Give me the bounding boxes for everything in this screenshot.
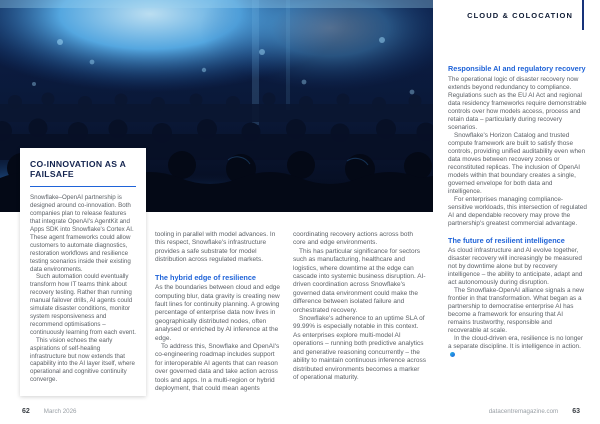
body-paragraph: To address this, Snowflake and OpenAI's co-engineering roadmap includes support for interoperable AI agents that can reason over governed data and take action across tools and apps. In a multi-region or hybrid deployment, that could mean agents: [155, 342, 280, 392]
body-paragraph: For enterprises managing compliance-sensitive workloads, this intersection of regulated AI and dependable recovery may prove the partnership's greatest commercial advantage.: [448, 195, 587, 227]
article-column-middle: [293, 231, 426, 382]
article-column-left: [155, 231, 283, 393]
article-column-right: [448, 64, 587, 359]
section-tag: [467, 0, 584, 30]
magazine-website: datacentremagazine.com: [488, 408, 559, 415]
left-page-footer: [22, 408, 76, 415]
sidebar-paragraph: Snowflake–OpenAI partnership is designed around co-innovation. Both companies plan to release features that integrate OpenAI's AgentKit and Apps SDK into Snowflake's Cortex AI. These agent frameworks could allow customers to automate diagnostics, restoration workflows and resilience testing scenarios inside their existing data environments.: [30, 194, 134, 273]
body-paragraph: coordinating recovery actions across both core and edge environments.: [293, 231, 413, 247]
right-page-number: 63: [572, 408, 580, 415]
sidebar-title: CO-INNOVATION AS A FAILSAFE: [30, 159, 126, 180]
body-paragraph: [448, 335, 587, 359]
body-paragraph: As the boundaries between cloud and edge computing blur, data gravity is creating new fault lines for continuity planning. A growing percentage of enterprise data now lives in geographically distributed nodes, often analysed or enriched by AI inference at the edge.: [155, 284, 281, 342]
section-tag-label: CLOUD & COLOCATION: [467, 10, 573, 20]
section-heading-hybrid-edge: The hybrid edge of resilience: [155, 272, 256, 282]
sidebar-callout-box: [20, 148, 146, 396]
sidebar-paragraph: Such automation could eventually transform how IT teams think about recovery testing. Rather than running manual failover drills, AI agents could simulate disaster conditions, monitor system responsiveness and recommend optimisations – continuously learning from each event.: [30, 273, 136, 336]
sidebar-paragraph: This vision echoes the early aspirations of self-healing infrastructure but now extends that capability into the AI layer itself, where operational and cognitive continuity converge.: [30, 336, 135, 384]
closing-sentence: In the cloud-driven era, resilience is no longer a separate discipline. It is intelligence in action.: [448, 335, 583, 350]
section-heading-responsible-ai: Responsible AI and regulatory recovery: [448, 64, 586, 73]
body-paragraph: The operational logic of disaster recovery now extends beyond redundancy to compliance. Regulations such as the EU AI Act and regional data residency frameworks require demonstrable controls over how models access, process and retain data – particularly during recovery scenarios.: [448, 75, 587, 131]
sidebar-divider: [30, 186, 136, 188]
body-paragraph: As cloud infrastructure and AI evolve together, disaster recovery will increasingly be measured not by downtime alone but by recovery intelligence – the ability to anticipate, adapt and act autonomously during disruption.: [448, 247, 583, 286]
article-end-icon: [450, 352, 455, 357]
left-page-number: 62: [22, 408, 30, 415]
section-heading-future-intelligence: The future of resilient intelligence: [448, 235, 565, 245]
body-paragraph: Snowflake's Horizon Catalog and trusted compute framework are built to satisfy those controls, providing unified auditability even when data moves between recovery zones or reconstituted replicas. The inclusion of OpenAI models within that boundary creates a single, governed envelope for both data and intelligence.: [448, 131, 586, 195]
right-page-footer: [489, 408, 580, 415]
issue-date: March 2026: [43, 408, 77, 415]
body-paragraph: Snowflake's adherence to an uptime SLA of 99.99% is especially notable in this context. As enterprises explore multi-model AI operations – running both predictive analytics and generative reasoning concurrently – the ability to maintain continuous inference across distributed environments becomes a marker of operational maturity.: [293, 315, 426, 381]
body-paragraph: tooling in parallel with model advances. In this respect, Snowflake's infrastructure provides a safe substrate for model distribution across regulated markets.: [155, 231, 276, 264]
body-paragraph: This has particular significance for sectors such as manufacturing, healthcare and logistics, where downtime at the edge can cascade into systemic business disruption. AI-driven coordination across Snowflake's governed data environment could make the difference between isolated failure and orchestrated recovery.: [293, 247, 426, 314]
body-paragraph: The Snowflake-OpenAI alliance signals a new frontier in that transformation. What began as a partnership to democratise enterprise AI has become a framework for ensuring that AI remains trustworthy, responsible and recoverable at scale.: [448, 287, 585, 334]
